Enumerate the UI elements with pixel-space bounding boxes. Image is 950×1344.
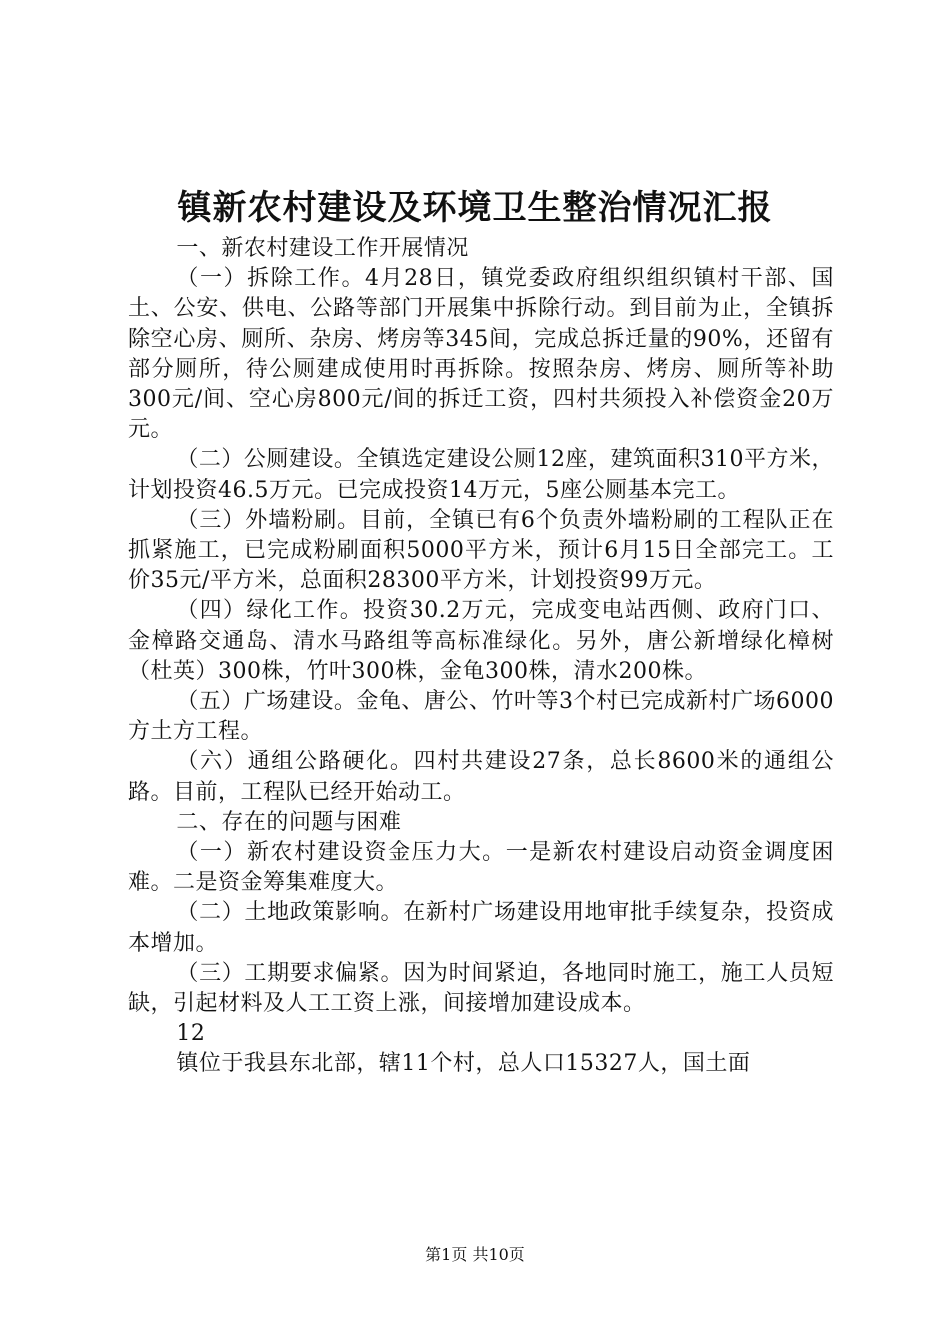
paragraph-funding-pressure: （一）新农村建设资金压力大。一是新农村建设启动资金调度困难。二是资金筹集难度大。 <box>128 840 834 896</box>
paragraph-wall-painting: （三）外墙粉刷。目前，全镇已有6个负责外墙粉刷的工程队正在抓紧施工，已完成粉刷面积5000平方米，预计6月15日全部完工。工价35元/平方米，总面积28300平方米，计划投资99万元。 <box>128 507 834 594</box>
paragraph-land-policy: （二）土地政策影响。在新村广场建设用地审批手续复杂，投资成本增加。 <box>128 900 834 956</box>
document-body <box>128 234 834 1080</box>
paragraph-number: 12 <box>176 1021 206 1047</box>
section-heading-2: 二、存在的问题与困难 <box>176 809 402 835</box>
document-title: 镇新农村建设及环境卫生整治情况汇报 <box>177 188 773 228</box>
paragraph-road-hardening: （六）通组公路硬化。四村共建设27条，总长8600米的通组公路。目前，工程队已经开始动工。 <box>128 749 834 805</box>
paragraph-demolition: （一）拆除工作。4月28日，镇党委政府组织组织镇村干部、国土、公安、供电、公路等部门开展集中拆除行动。到目前为止，全镇拆除空心房、厕所、杂房、烤房等345间，完成总拆迁量的90%，还留有部分厕所，待公厕建成使用时再拆除。按照杂房、烤房、厕所等补助300元/间、空心房800元/间的拆迁工资，四村共须投入补偿资金20万元。 <box>128 266 834 443</box>
paragraph-greening: （四）绿化工作。投资30.2万元，完成变电站西侧、政府门口、金樟路交通岛、清水马路组等高标准绿化。另外，唐公新增绿化樟树（杜英）300株，竹叶300株，金龟300株，清水200株。 <box>128 598 834 684</box>
paragraph-square: （五）广场建设。金龟、唐公、竹叶等3个村已完成新村广场6000方土方工程。 <box>128 689 834 745</box>
paragraph-public-toilets: （二）公厕建设。全镇选定建设公厕12座，建筑面积310平方米，计划投资46.5万元。已完成投资14万元，5座公厕基本完工。 <box>128 447 834 503</box>
section-heading-1: 一、新农村建设工作开展情况 <box>176 236 469 261</box>
paragraph-town-overview: 镇位于我县东北部，辖11个村，总人口15327人，国土面 <box>176 1051 751 1077</box>
paragraph-schedule: （三）工期要求偏紧。因为时间紧迫，各地同时施工，施工人员短缺，引起材料及人工工资上涨，间接增加建设成本。 <box>128 960 834 1017</box>
page-number-footer: 第1页 共10页 <box>425 1245 525 1264</box>
